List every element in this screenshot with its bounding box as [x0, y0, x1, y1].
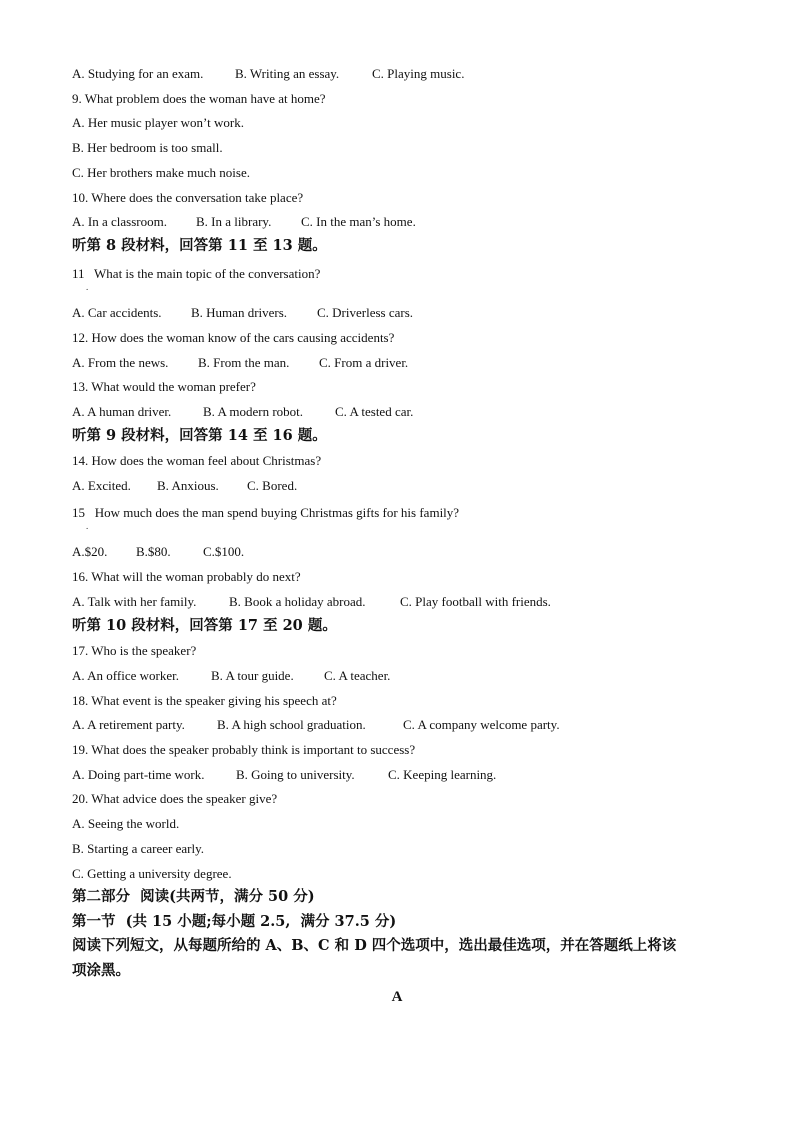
question-13: 13. What would the woman prefer? — [72, 379, 256, 394]
option-b: B. A tour guide. — [211, 668, 294, 683]
option-c: C. A teacher. — [324, 668, 391, 683]
part-2-heading: 第二部分 阅读(共两节，满分 50 分) — [72, 888, 315, 905]
option-a: A. Doing part-time work. — [72, 767, 205, 782]
option-c: C.$100. — [203, 544, 245, 559]
section-10-heading: 听第 10 段材料，回答第 17 至 20 题。 — [72, 617, 337, 634]
option-b: B. In a library. — [196, 214, 272, 229]
stray-dot: . — [86, 282, 89, 292]
option-c: C. A company welcome party. — [403, 717, 560, 732]
option-c: C. In the man’s home. — [301, 214, 416, 229]
option-b: B. From the man. — [198, 355, 290, 370]
option-c: C. From a driver. — [319, 355, 409, 370]
question-20: 20. What advice does the speaker give? — [72, 791, 278, 806]
passage-label: A — [391, 989, 403, 1005]
option-c: C. Playing music. — [372, 66, 465, 81]
q20-option-a: A. Seeing the world. — [72, 816, 180, 831]
option-c: C. A tested car. — [335, 404, 414, 419]
question-12: 12. How does the woman know of the cars causing accidents? — [72, 330, 395, 345]
q9-option-c: C. Her brothers make much noise. — [72, 165, 250, 180]
stray-dot: . — [86, 521, 89, 531]
question-9: 9. What problem does the woman have at home? — [72, 91, 326, 106]
option-b: B. Human drivers. — [191, 305, 288, 320]
instructions-line-1: 阅读下列短文，从每题所给的 A、B、C 和 D 四个选项中，选出最佳选项，并在答题纸上将该 — [72, 937, 677, 954]
option-a: A. From the news. — [72, 355, 169, 370]
q9-option-a: A. Her music player won’t work. — [72, 115, 244, 130]
q20-option-c: C. Getting a university degree. — [72, 866, 232, 881]
option-a: A. An office worker. — [72, 668, 179, 683]
question-18: 18. What event is the speaker giving his speech at? — [72, 693, 337, 708]
option-a: A. Studying for an exam. — [72, 66, 204, 81]
question-17: 17. Who is the speaker? — [72, 643, 197, 658]
option-b: B. Going to university. — [236, 767, 355, 782]
option-b: B. Anxious. — [157, 478, 219, 493]
q9-option-b: B. Her bedroom is too small. — [72, 140, 223, 155]
q20-option-b: B. Starting a career early. — [72, 841, 204, 856]
question-10: 10. Where does the conversation take place? — [72, 190, 304, 205]
option-a: A. A human driver. — [72, 404, 172, 419]
option-b: B. A high school graduation. — [217, 717, 366, 732]
option-a: A. Excited. — [72, 478, 131, 493]
question-16: 16. What will the woman probably do next? — [72, 569, 301, 584]
option-a: A. Car accidents. — [72, 305, 162, 320]
option-a: A. Talk with her family. — [72, 594, 197, 609]
option-b: B.$80. — [136, 544, 171, 559]
option-c: C. Bored. — [247, 478, 298, 493]
option-c: C. Play football with friends. — [400, 594, 551, 609]
instructions-line-2: 项涂黑。 — [72, 962, 130, 979]
option-a: A. A retirement party. — [72, 717, 185, 732]
option-a: A. In a classroom. — [72, 214, 167, 229]
question-19: 19. What does the speaker probably think is important to success? — [72, 742, 416, 757]
option-a: A.$20. — [72, 544, 108, 559]
option-c: C. Driverless cars. — [317, 305, 414, 320]
option-b: B. Writing an essay. — [235, 66, 340, 81]
question-15: 15 How much does the man spend buying Christmas gifts for his family? — [72, 505, 460, 520]
section-9-heading: 听第 9 段材料，回答第 14 至 16 题。 — [72, 427, 327, 444]
option-c: C. Keeping learning. — [388, 767, 497, 782]
question-11: 11 What is the main topic of the conversation? — [72, 266, 321, 281]
section-1-heading: 第一节 (共 15 小题;每小题 2.5, 满分 37.5 分) — [72, 913, 397, 930]
section-8-heading: 听第 8 段材料，回答第 11 至 13 题。 — [72, 237, 327, 254]
option-b: B. Book a holiday abroad. — [229, 594, 366, 609]
question-14: 14. How does the woman feel about Christmas? — [72, 453, 322, 468]
option-b: B. A modern robot. — [203, 404, 304, 419]
